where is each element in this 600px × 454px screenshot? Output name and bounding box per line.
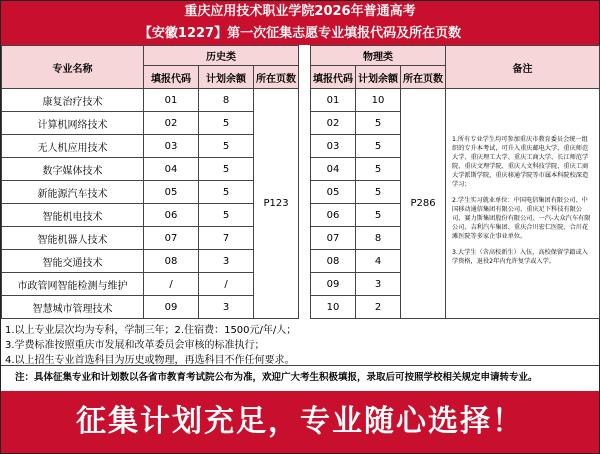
major-name: 康复治疗技术 — [2, 89, 144, 112]
history-remain: / — [199, 273, 254, 296]
remark-item: 3.大学生（含高校新生）入伍，高校保留学籍或入学资格，退役2年内允许复学或入学。 — [452, 248, 588, 265]
physics-remain: 5 — [356, 158, 401, 181]
physics-code: 06 — [311, 204, 356, 227]
remark-item: 1.所有专业学生均可参加重庆市教育委员会统一组织的专升本考试，可升入重庆邮电大学、重庆师范大学、重庆理工大学、重庆工商大学、长江师范学院、重庆文理学院、重庆人文科技学院、重庆工商大学派斯学院、重庆移通学院等市属本科院校深造学习； — [452, 135, 589, 188]
footnote-line: 4.以上招生专业首选科目为历史或物理，再选科目不作任何要求。 — [5, 355, 295, 366]
major-name: 计算机网络技术 — [2, 112, 144, 135]
header-physics-code: 填报代码 — [311, 66, 356, 89]
physics-remain: 5 — [356, 204, 401, 227]
physics-remain: 4 — [356, 250, 401, 273]
history-code: 03 — [144, 135, 199, 158]
history-code: 06 — [144, 204, 199, 227]
history-remain: 5 — [199, 112, 254, 135]
physics-remain: 8 — [356, 227, 401, 250]
title-line-2: 【安徽1227】第一次征集志愿专业填报代码及所在页数 — [1, 23, 599, 45]
history-remain: 5 — [199, 135, 254, 158]
history-remain: 8 — [199, 89, 254, 112]
physics-code: 08 — [311, 250, 356, 273]
majors-table — [1, 45, 600, 319]
header-physics-remain: 计划余额 — [356, 66, 401, 89]
header-physics: 物理类 — [311, 46, 446, 66]
column-gap — [299, 46, 311, 319]
slogan-banner: 征集计划充足，专业随心选择！ — [1, 391, 599, 453]
physics-remain: 5 — [356, 135, 401, 158]
physics-code: 07 — [311, 227, 356, 250]
history-remain: 5 — [199, 158, 254, 181]
title-line-1: 重庆应用技术职业学院2026年普通高考 — [1, 1, 599, 23]
major-name: 数字媒体技术 — [2, 158, 144, 181]
physics-code: 01 — [311, 89, 356, 112]
footnote-line: 3.学费标准按照重庆市发展和改革委员会审核的标准执行； — [5, 340, 265, 351]
history-remain: 5 — [199, 204, 254, 227]
header-history-code: 填报代码 — [144, 66, 199, 89]
history-code: 01 — [144, 89, 199, 112]
physics-remain: 10 — [356, 89, 401, 112]
history-remain: 7 — [199, 227, 254, 250]
header-history-remain: 计划余额 — [199, 66, 254, 89]
physics-code: 09 — [311, 273, 356, 296]
physics-remain: 5 — [356, 112, 401, 135]
history-code: 09 — [144, 296, 199, 319]
physics-remain: 2 — [356, 296, 401, 319]
physics-remain: 5 — [356, 181, 401, 204]
history-remain: 5 — [199, 181, 254, 204]
history-code: 07 — [144, 227, 199, 250]
major-name: 智慧城市管理技术 — [2, 296, 144, 319]
history-code: 04 — [144, 158, 199, 181]
remarks-cell — [446, 89, 600, 319]
history-remain: 3 — [199, 250, 254, 273]
history-code: / — [144, 273, 199, 296]
major-name: 新能源汽车技术 — [2, 181, 144, 204]
major-name: 市政管网智能检测与维护 — [2, 273, 144, 296]
physics-code: 04 — [311, 158, 356, 181]
major-name: 无人机应用技术 — [2, 135, 144, 158]
remark-item: 2.学生实习就业单位：中国电信集团有限公司、中国移动通信集团有限公司、重庆足下科技有限公司、赛力斯集团股份有限公司、一汽-大众汽车有限公司、吉利汽车集团、重庆合川宏仁医院、合川花滩医院等多家企事业单位。 — [452, 196, 591, 240]
physics-code: 03 — [311, 135, 356, 158]
physics-remain: 3 — [356, 273, 401, 296]
history-page: P123 — [254, 89, 299, 319]
header-major: 专业名称 — [2, 46, 144, 89]
major-name: 智能机器人技术 — [2, 227, 144, 250]
physics-page: P286 — [401, 89, 446, 319]
history-code: 05 — [144, 181, 199, 204]
major-name: 智能机电技术 — [2, 204, 144, 227]
header-history-page: 所在页数 — [254, 66, 299, 89]
header-notes: 备注 — [446, 46, 600, 89]
header-physics-page: 所在页数 — [401, 66, 446, 89]
major-name: 智能交通技术 — [2, 250, 144, 273]
physics-code: 02 — [311, 112, 356, 135]
history-code: 08 — [144, 250, 199, 273]
physics-code: 05 — [311, 181, 356, 204]
footnotes — [1, 319, 599, 366]
notice-text: 注：具体征集专业和计划数以各省市教育考试院公布为准，欢迎广大考生积极填报，录取后可按照学校相关规定申请转专业。 — [15, 372, 538, 383]
history-code: 02 — [144, 112, 199, 135]
footnote-line: 1.以上专业层次均为专科，学制三年；2.住宿费：1500元/年/人； — [5, 325, 297, 336]
history-remain: 3 — [199, 296, 254, 319]
header-history: 历史类 — [144, 46, 299, 66]
physics-code: 10 — [311, 296, 356, 319]
